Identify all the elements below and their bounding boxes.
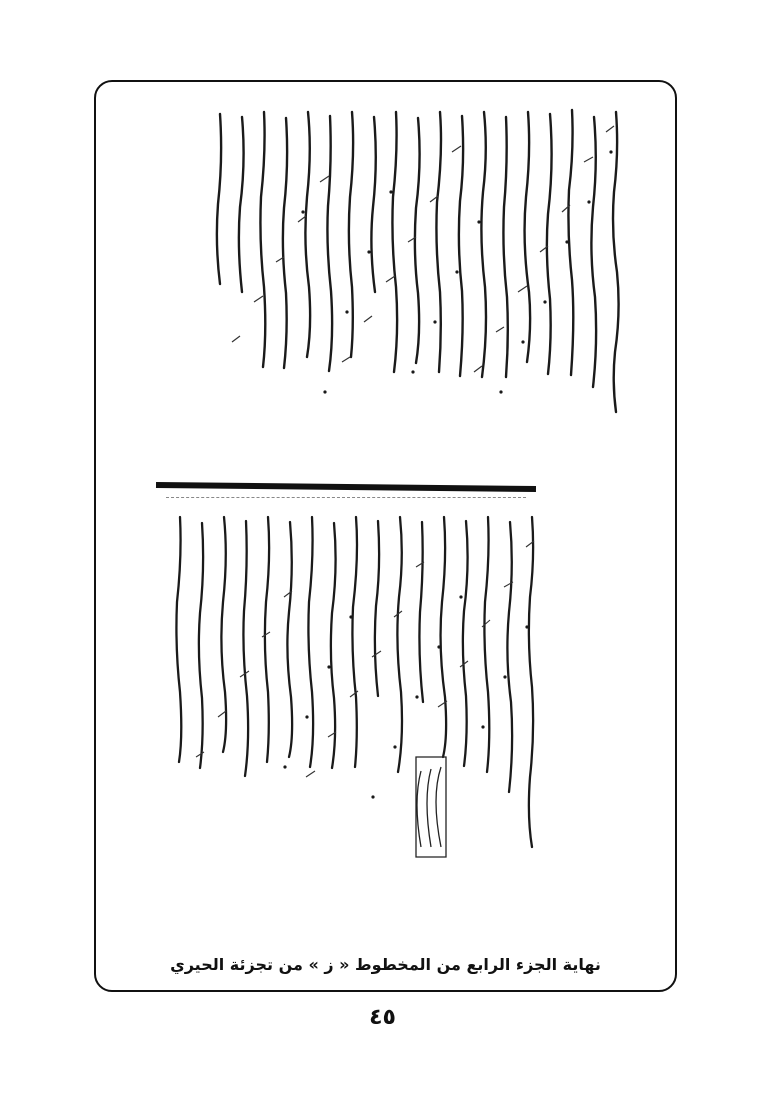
figure-caption: نهاية الجزء الرابع من المخطوط « ز » من تجزئة الحيري [170,955,601,974]
page-number: ٤٥ [369,1005,396,1030]
manuscript-image-upper [96,92,675,487]
document-frame [94,80,677,992]
manuscript-image-lower [96,507,675,947]
manuscript-divider-faint [166,497,526,499]
